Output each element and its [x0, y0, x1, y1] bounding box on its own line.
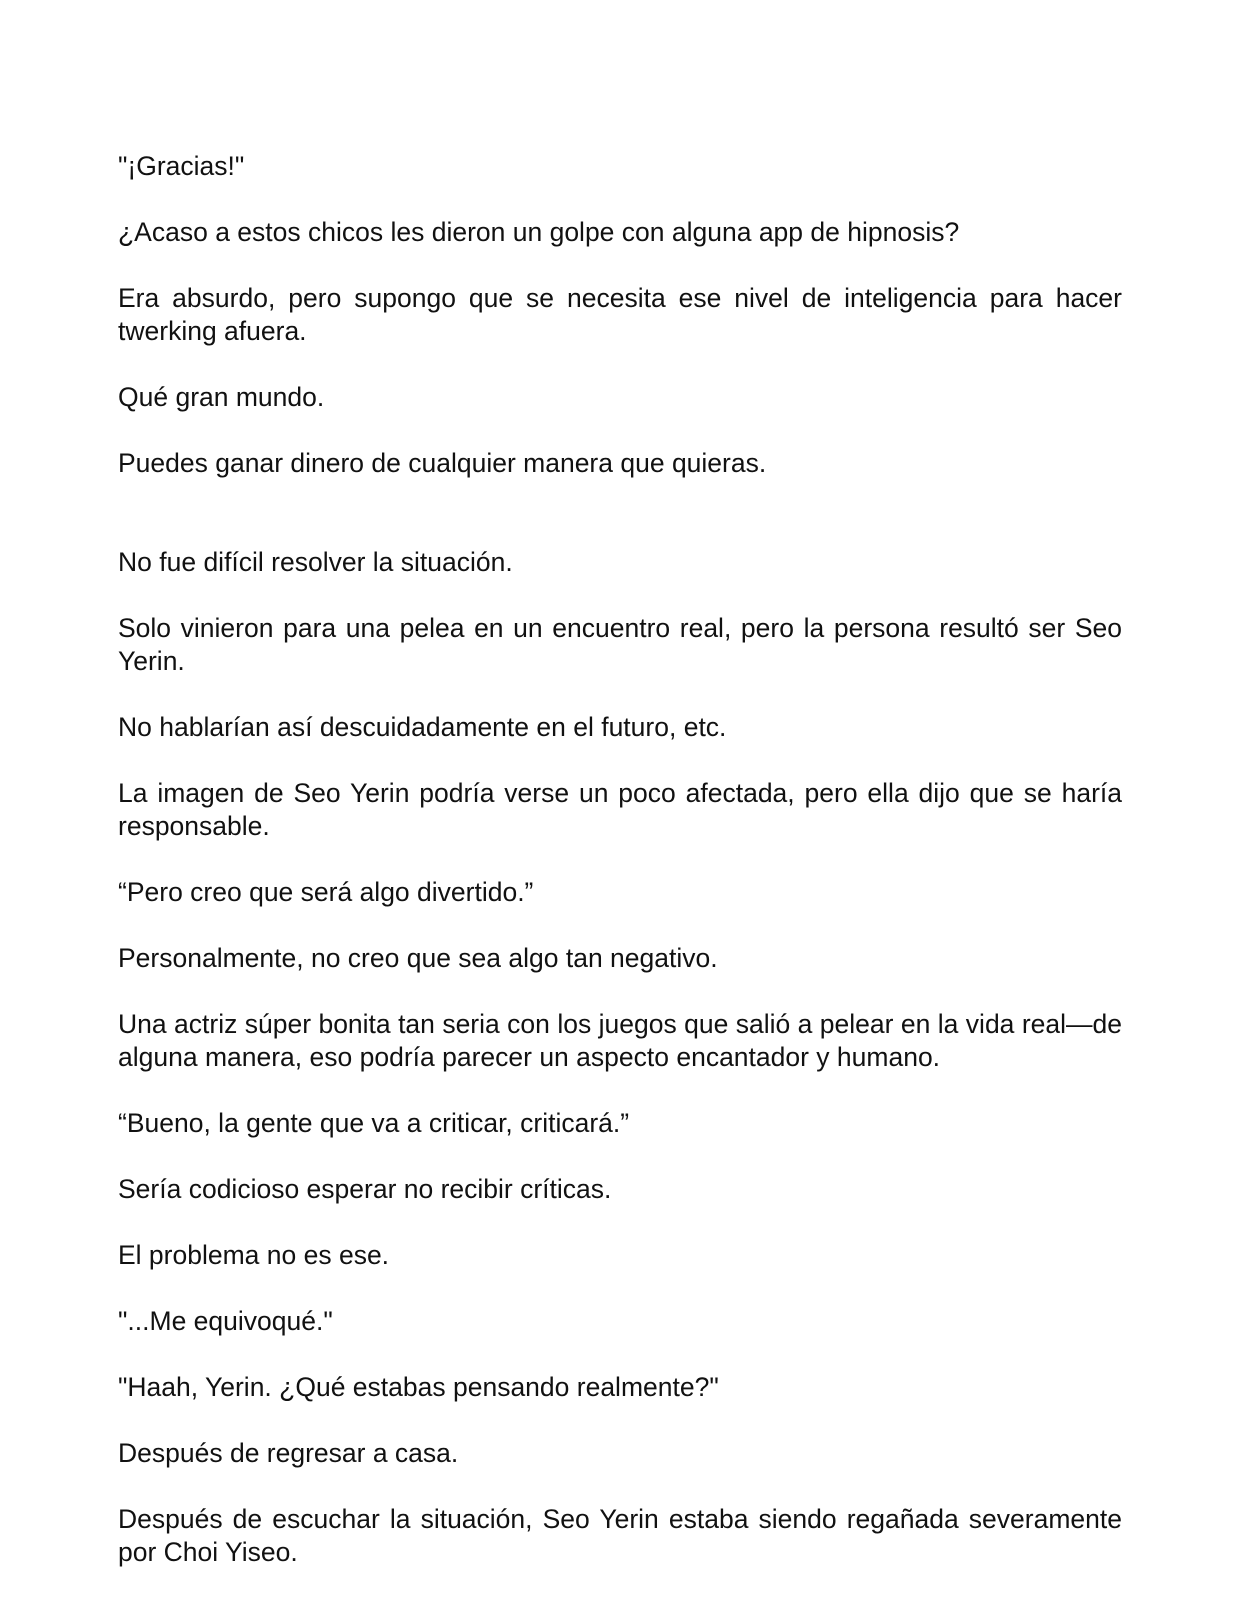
paragraph-18: Después de regresar a casa.	[118, 1438, 459, 1468]
document-body	[118, 150, 1122, 1602]
paragraph-17: "Haah, Yerin. ¿Qué estabas pensando realmente?"	[118, 1372, 719, 1402]
paragraph-15: El problema no es ese.	[118, 1240, 390, 1270]
paragraph-6: No fue difícil resolver la situación.	[118, 547, 513, 577]
paragraph-8: No hablarían así descuidadamente en el futuro, etc.	[118, 712, 727, 742]
paragraph-14: Sería codicioso esperar no recibir críticas.	[118, 1174, 612, 1204]
paragraph-10: “Pero creo que será algo divertido.”	[118, 877, 534, 907]
paragraph-4: Qué gran mundo.	[118, 382, 325, 412]
paragraph-7: Solo vinieron para una pelea en un encuentro real, pero la persona resultó ser Seo Yerin.	[118, 613, 1122, 676]
paragraph-19: Después de escuchar la situación, Seo Yerin estaba siendo regañada severamente por Choi Yiseo.	[118, 1504, 1122, 1567]
paragraph-2: ¿Acaso a estos chicos les dieron un golpe con alguna app de hipnosis?	[118, 217, 960, 247]
paragraph-13: “Bueno, la gente que va a criticar, criticará.”	[118, 1108, 630, 1138]
paragraph-16: "...Me equivoqué."	[118, 1306, 333, 1336]
paragraph-9: La imagen de Seo Yerin podría verse un poco afectada, pero ella dijo que se haría responsable.	[118, 778, 1122, 841]
paragraph-5: Puedes ganar dinero de cualquier manera que quieras.	[118, 448, 767, 478]
paragraph-11: Personalmente, no creo que sea algo tan negativo.	[118, 943, 718, 973]
paragraph-3: Era absurdo, pero supongo que se necesita ese nivel de inteligencia para hacer twerking afuera.	[118, 283, 1122, 346]
paragraph-1: "¡Gracias!"	[118, 151, 245, 181]
paragraph-12: Una actriz súper bonita tan seria con los juegos que salió a pelear en la vida real—de alguna manera, eso podría parecer un aspecto encantador y humano.	[118, 1009, 1122, 1072]
